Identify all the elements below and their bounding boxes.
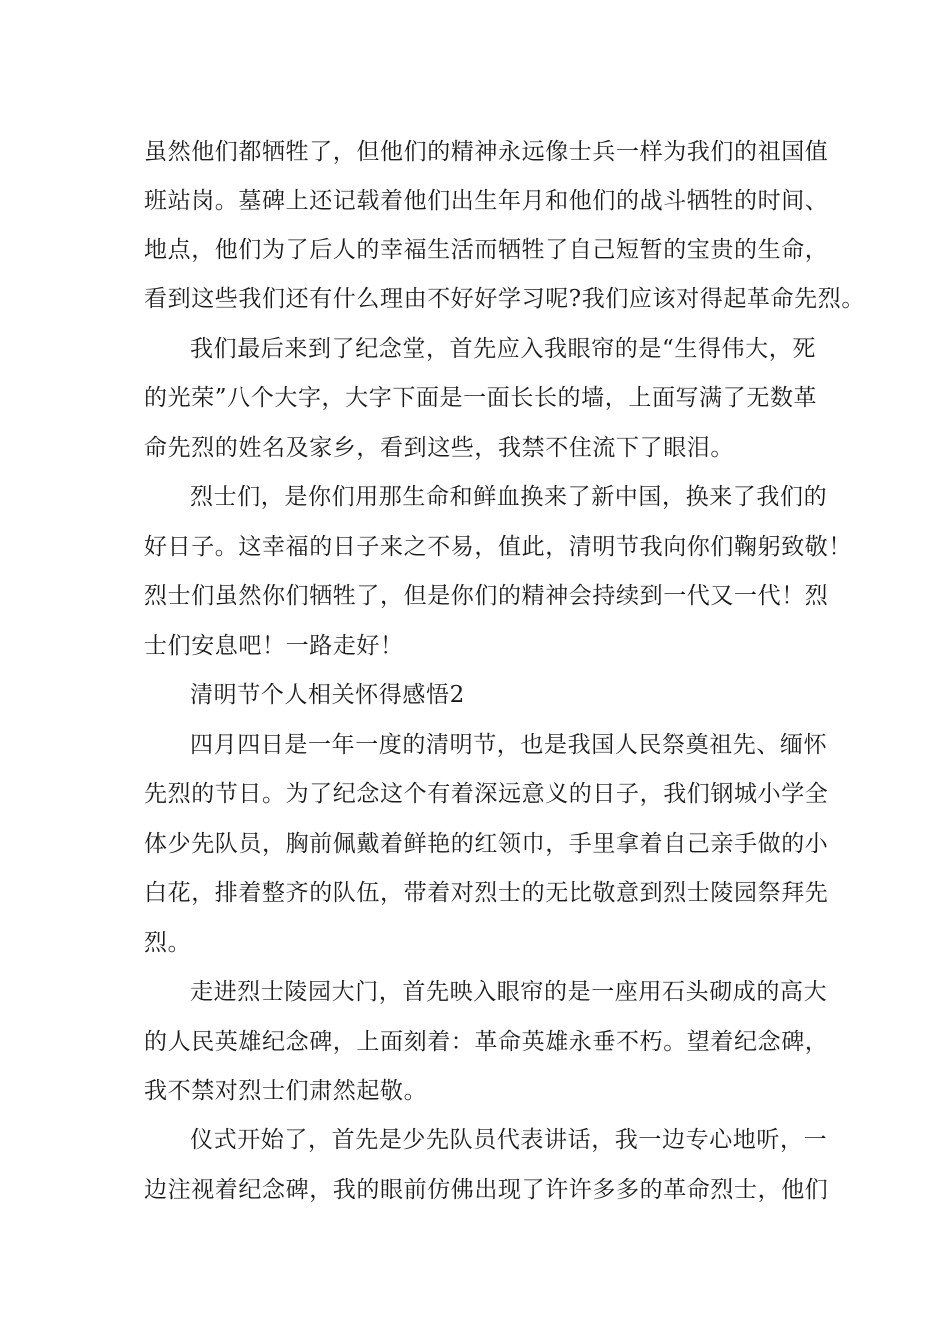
- text-line: 走进烈士陵园大门，首先映入眼帘的是一座用石头砌成的高大: [190, 979, 828, 1005]
- text-line: 体少先队员，胸前佩戴着鲜艳的红领巾，手里拿着自己亲手做的小: [144, 831, 829, 857]
- text-line: 我们最后来到了纪念堂，首先应入我眼帘的是“生得伟大，死: [190, 336, 816, 362]
- text-line: 白花，排着整齐的队伍，带着对烈士的无比敬意到烈士陵园祭拜先: [144, 880, 829, 906]
- text-line: 烈士们，是你们用那生命和鲜血换来了新中国，换来了我们的: [190, 484, 828, 510]
- text-line: 士们安息吧！一路走好！: [144, 633, 404, 659]
- text-line: 烈。: [144, 930, 192, 956]
- text-line: 地点，他们为了后人的幸福生活而牺牲了自己短暂的宝贵的生命，: [144, 237, 829, 263]
- text-line: 看到这些我们还有什么理由不好好学习呢?我们应该对得起革命先烈。: [144, 286, 865, 312]
- text-line: 四月四日是一年一度的清明节，也是我国人民祭奠祖先、缅怀: [190, 732, 828, 758]
- text-line: 命先烈的姓名及家乡，看到这些，我禁不住流下了眼泪。: [144, 435, 734, 461]
- text-line: 的人民英雄纪念碑，上面刻着：革命英雄永垂不朽。望着纪念碑，: [144, 1029, 829, 1055]
- text-line: 的光荣”八个大字，大字下面是一面长长的墙，上面写满了无数革: [144, 385, 818, 411]
- text-line: 仪式开始了，首先是少先队员代表讲话，我一边专心地听，一: [190, 1127, 828, 1153]
- text-line: 我不禁对烈士们肃然起敬。: [144, 1078, 428, 1104]
- text-line: 先烈的节日。为了纪念这个有着深远意义的日子，我们钢城小学全: [144, 781, 829, 807]
- text-line: 边注视着纪念碑，我的眼前仿佛出现了许许多多的革命烈士，他们: [144, 1177, 829, 1203]
- section-heading: 清明节个人相关怀得感悟2: [190, 682, 465, 708]
- text-line: 班站岗。墓碑上还记载着他们出生年月和他们的战斗牺牲的时间、: [144, 188, 829, 214]
- text-line: 烈士们虽然你们牺牲了，但是你们的精神会持续到一代又一代！烈: [144, 583, 829, 609]
- text-line: 虽然他们都牺牲了，但他们的精神永远像士兵一样为我们的祖国值: [144, 139, 829, 165]
- text-line: 好日子。这幸福的日子来之不易，值此，清明节我向你们鞠躬致敬！: [144, 534, 852, 560]
